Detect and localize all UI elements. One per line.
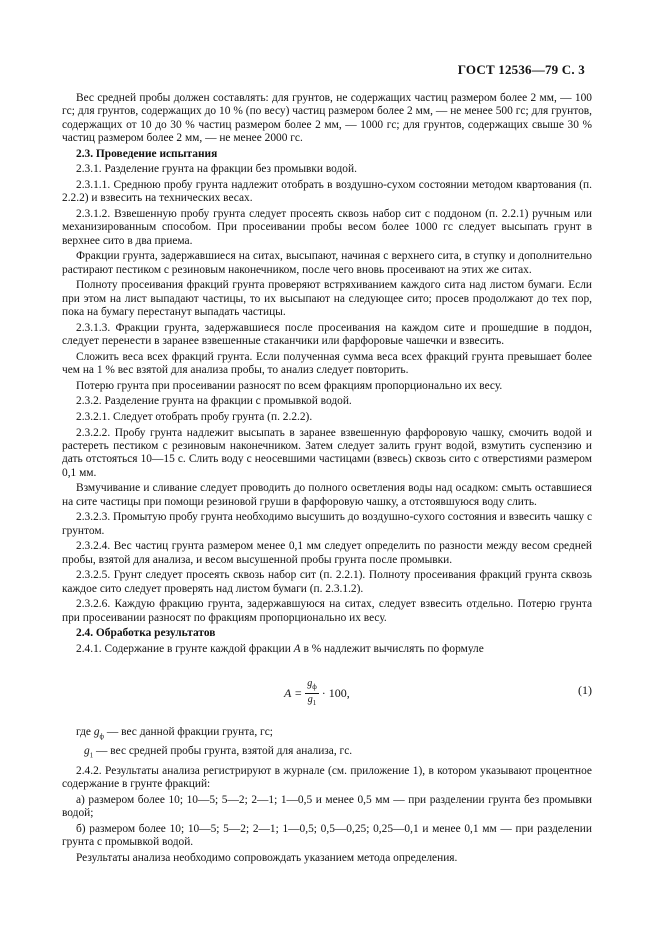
paragraph: Результаты анализа необходимо сопровождать указанием метода определения.: [76, 851, 458, 864]
paragraph: 2.3.1.2. Взвешенную пробу грунта следует просеять сквозь набор сит с поддоном (п. 2.2.1) ручным или механизированным способом. При просеивании пробы весом более 1000 гс следует высыпать грунт в верхнее сито в два приема.: [62, 208, 592, 247]
paragraph: б) размером более 10; 10—5; 5—2; 2—1; 1—0,5; 0,5—0,25; 0,25—0,1 и менее 0,1 мм — при разделении грунта с промывкой водой.: [62, 822, 592, 849]
numerator-sub: ф: [312, 683, 317, 692]
where-var: g: [84, 745, 90, 758]
where-line-2: [62, 745, 592, 763]
paragraph: 2.3.2.3. Промытую пробу грунта необходимо высушить до воздушно-сухого состояния и взвесить чашку с грунтом.: [62, 511, 592, 537]
paragraph: 2.3.2.5. Грунт следует просеять сквозь набор сит (п. 2.2.1). Полноту просеивания фракций грунта сквозь каждое сито следует проверять над листом бумаги (п. 2.3.1.2).: [62, 569, 592, 595]
where-var: g: [93, 726, 100, 739]
paragraph: 2.3.2.4. Вес частиц грунта размером менее 0,1 мм следует определить по разности между весом средней пробы, взятой для анализа, и весом высушенной пробы грунта после промывки.: [62, 540, 592, 566]
formula-intro-pre: 2.4.1. Содержание в грунте каждой фракции: [76, 643, 294, 655]
formula-intro: [62, 643, 592, 656]
paragraph: 2.4.2. Результаты анализа регистрируют в журнале (см. приложение 1), в котором указывают процентное содержание в грунте фракций:: [62, 764, 592, 791]
where-text: — вес данной фракции грунта, гс;: [104, 726, 273, 739]
paragraph: 2.3.2. Разделение грунта на фракции с промывкой водой.: [76, 395, 352, 408]
paragraph: 2.3.2.1. Следует отобрать пробу грунта (п. 2.2.2).: [76, 411, 313, 423]
paragraph: Вес средней пробы должен составлять: для грунтов, не содержащих частиц размером более 2 мм, — 100 гс; для грунтов, содержащих до 10 % (по весу) частиц размером более 2 мм, — не менее 500 гс; для грунтов, содержащих от 10 до 30 % частиц размером более 2 мм, — 1000 гс; для грунтов, содержащих свыше 30 % частиц размером более 2 мм, — не менее 2000 гс.: [62, 92, 592, 145]
formula-fraction: [305, 678, 319, 709]
paragraph: а) размером более 10; 10—5; 5—2; 2—1; 1—0,5 и менее 0,5 мм — при разделении грунта без промывки водой;: [62, 793, 592, 820]
denominator-var: g: [307, 694, 313, 706]
formula-lhs: A =: [284, 686, 303, 701]
section-paragraphs-a: [62, 92, 592, 641]
paragraph: Полноту просеивания фракций грунта проверяют встряхиванием каждого сита над листом бумаги. Если при этом на лист выпадают частицы, то их высыпают на следующее сито; просев продолжают до тех пор, пока на бумагу перестанут выпадать частицы.: [62, 279, 592, 319]
formula-block: [62, 674, 592, 714]
formula-intro-post: в % надлежит вычислять по формуле: [300, 643, 484, 655]
where-line-1: [62, 726, 592, 744]
document-body: [62, 92, 592, 868]
where-pre: где: [76, 726, 94, 739]
paragraph: Взмучивание и сливание следует проводить до полного осветления воды над осадком: смыть оставшиеся на сите частицы при помощи резиновой груши в фарфоровую чашку, а отстоявшуюся воду слить.: [62, 482, 592, 508]
paragraph: Фракции грунта, задержавшиеся на ситах, высыпают, начиная с верхнего сита, в ступку и дополнительно растирают пестиком с резиновым наконечником, после чего вновь просеивают на этих же ситах.: [62, 250, 592, 276]
paragraph: 2.3.1. Разделение грунта на фракции без промывки водой.: [76, 163, 357, 176]
paragraph: 2.3.1.3. Фракции грунта, задержавшиеся после просеивания на каждом сите и прошедшие в поддон, следует перенести в заранее взвешенные стаканчики или фарфоровые чашечки и взвесить.: [62, 321, 592, 348]
where-sub: ф: [99, 732, 105, 741]
formula-numerator: [305, 678, 319, 694]
where-sub: 1: [89, 751, 94, 760]
where-text: — вес средней пробы грунта, взятой для анализа, гс.: [93, 745, 353, 758]
section-heading: 2.4. Обработка результатов: [76, 627, 216, 640]
formula-denominator: [306, 694, 319, 709]
formula-rest: · 100,: [321, 686, 350, 701]
formula-expression: [284, 678, 350, 709]
denominator-sub: 1: [312, 699, 317, 708]
paragraph: 2.3.2.6. Каждую фракцию грунта, задержавшуюся на ситах, следует взвесить отдельно. Потерю грунта при просеивании разносят по фракциям пропорционально их весу.: [62, 598, 592, 624]
section-heading: 2.3. Проведение испытания: [76, 147, 218, 160]
section-paragraphs-b: [62, 765, 592, 865]
formula-intro-var: A: [293, 643, 301, 655]
numerator-var: g: [307, 678, 313, 690]
paragraph: 2.3.2.2. Пробу грунта надлежит высыпать в заранее взвешенную фарфоровую чашку, смочить водой и растереть пестиком с резиновым наконечником. Затем следует залить грунт водой, взмутить суспензию и дать отстояться 10—15 с. Слить воду с неосевшими частицами (взвесь) сквозь сито с отверстиями размером 0,1 мм.: [62, 426, 592, 479]
page-header: ГОСТ 12536—79 С. 3: [457, 62, 585, 77]
paragraph: Сложить веса всех фракций грунта. Если полученная сумма веса всех фракций грунта превышает более чем на 1 % вес взятой для анализа пробы, то анализ следует повторить.: [62, 350, 592, 377]
paragraph: Потерю грунта при просеивании разносят по всем фракциям пропорционально их весу.: [76, 379, 503, 392]
formula-number: (1): [578, 683, 592, 698]
paragraph: 2.3.1.1. Среднюю пробу грунта надлежит отобрать в воздушно-сухом состоянии методом квартования (п. 2.2.2) и взвесить на технических весах.: [62, 179, 592, 205]
